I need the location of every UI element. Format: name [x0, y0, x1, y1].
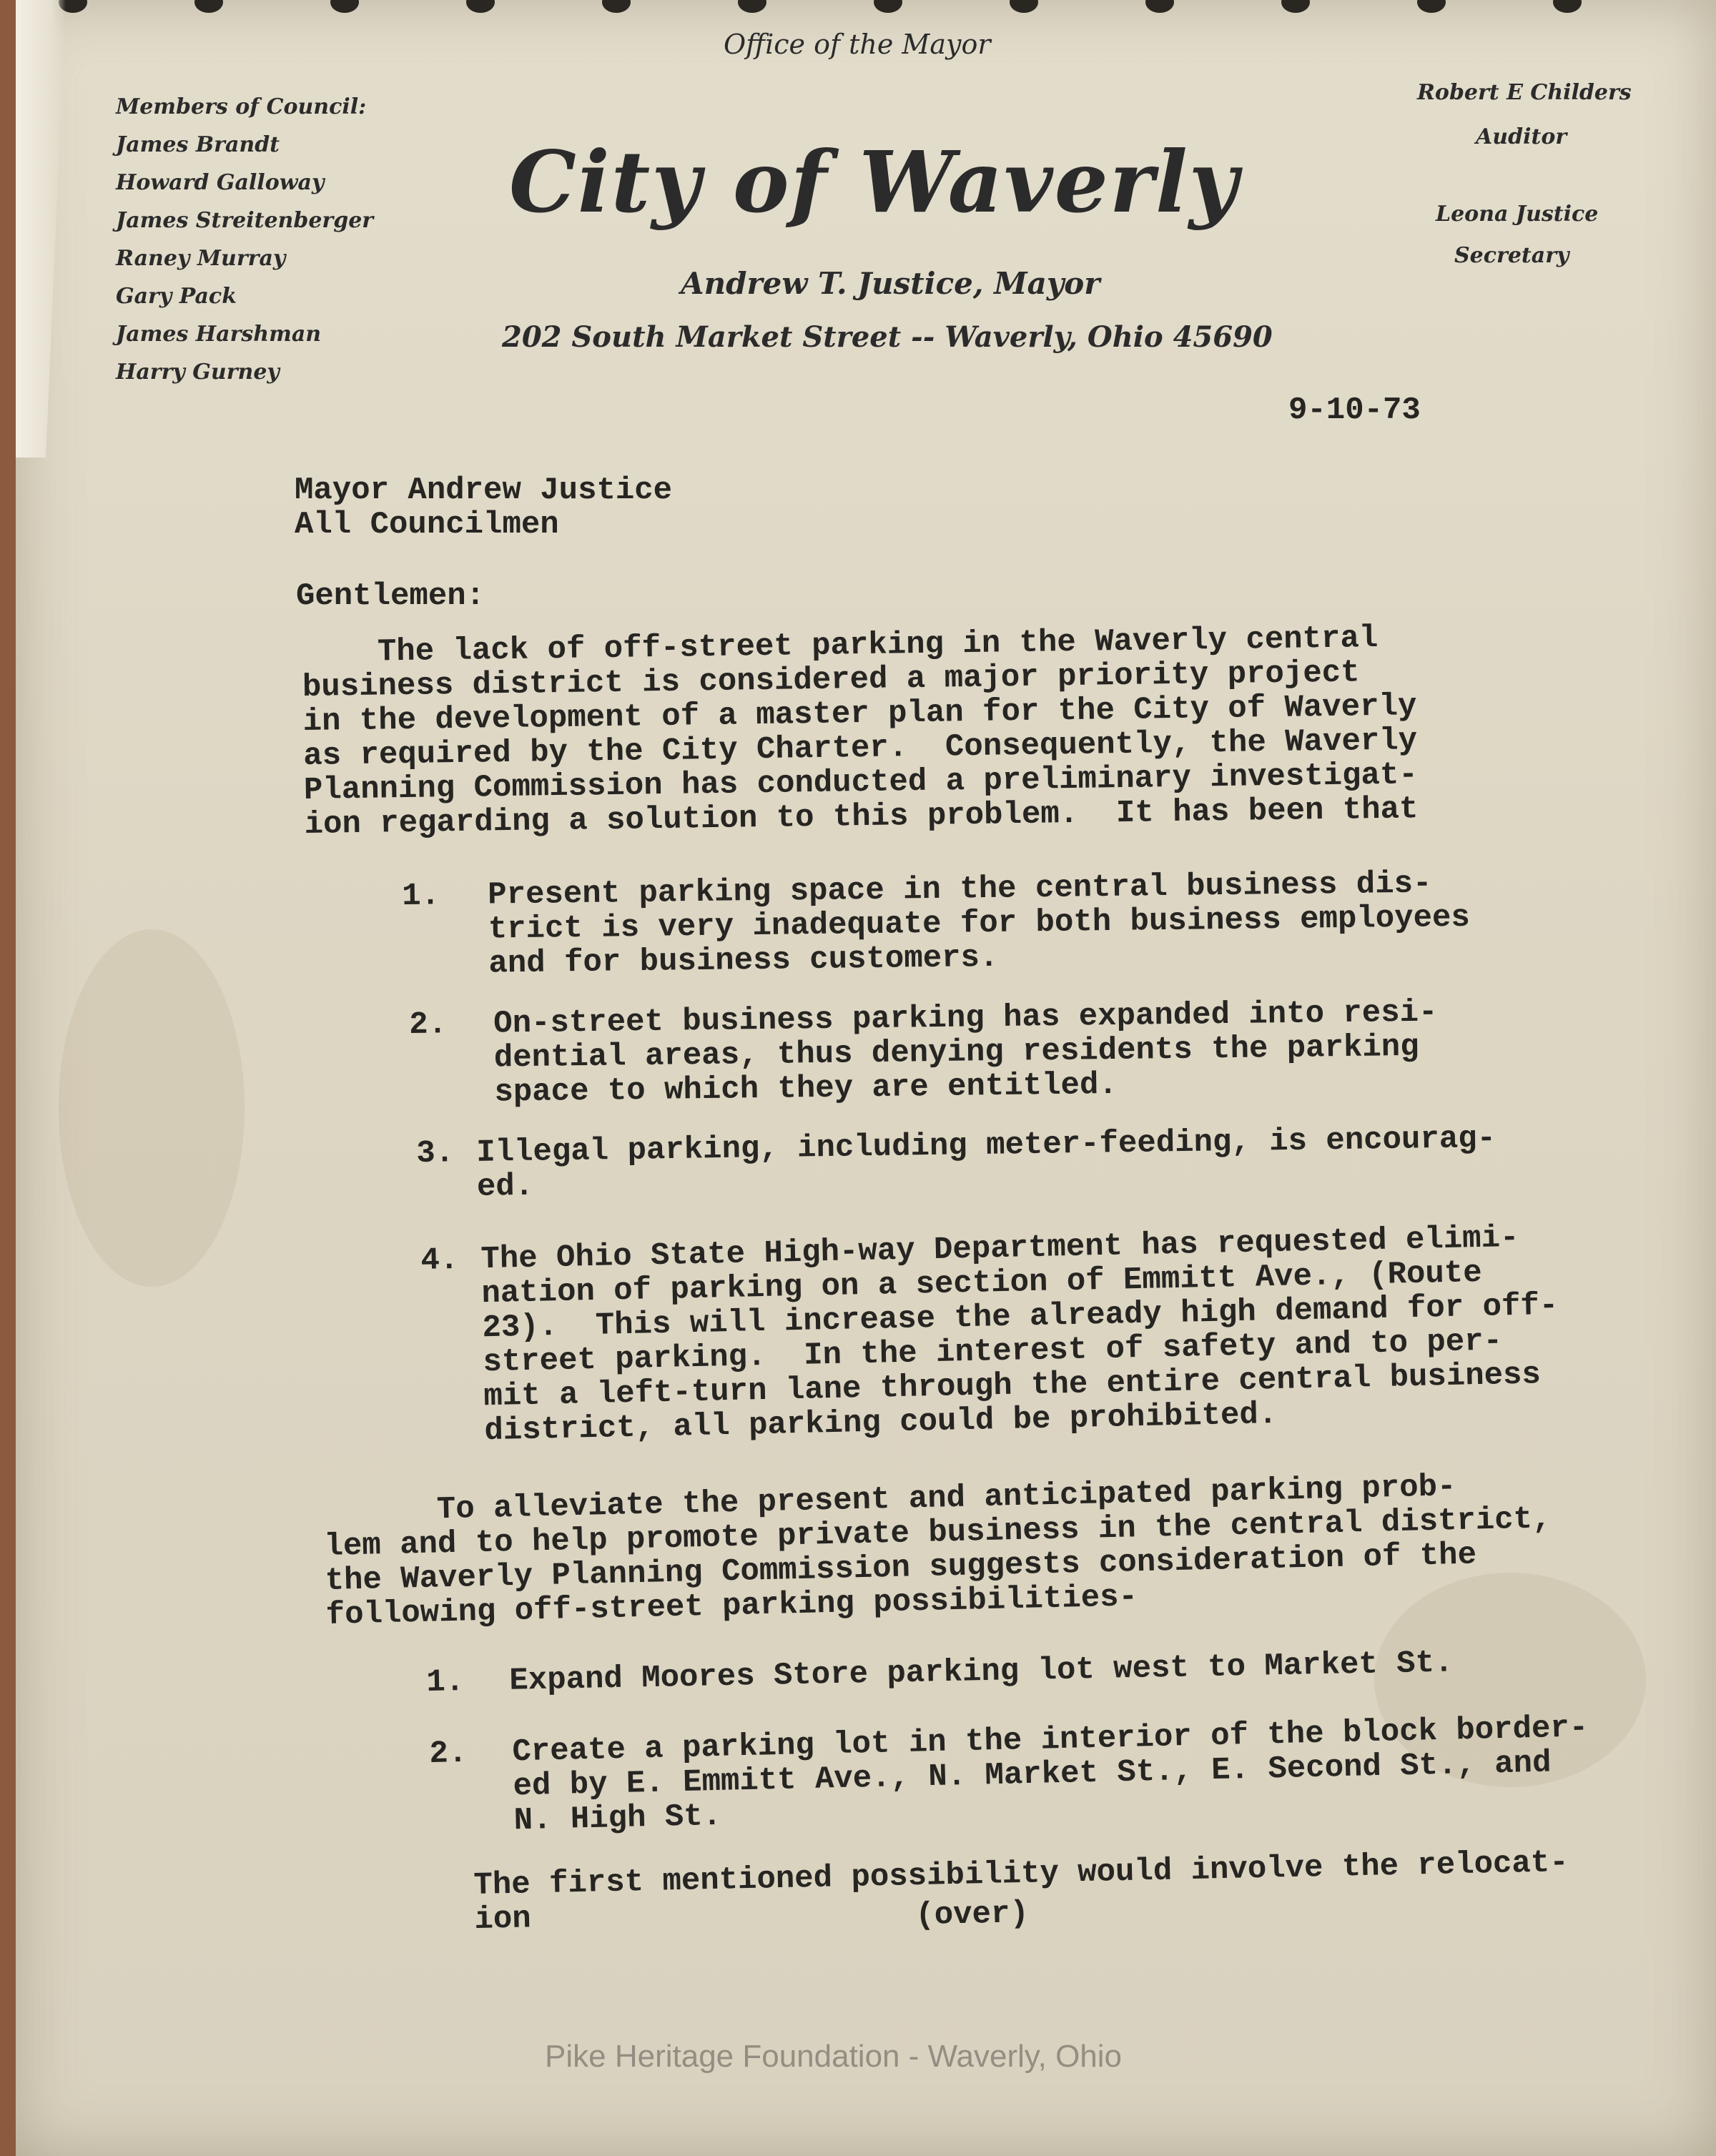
- office-heading: Office of the Mayor: [724, 29, 991, 60]
- council-member: James Streitenberger: [116, 208, 374, 233]
- finding-text: On-street business parking has expanded into resi- dential areas, thus denying residents the parking space to which they are entitled.: [493, 994, 1438, 1111]
- binding-hole: [1417, 0, 1446, 13]
- addressee-block: Mayor Andrew Justice All Councilmen: [295, 473, 673, 543]
- over-note: (over): [914, 1896, 1030, 1934]
- finding-number: 2.: [408, 1007, 448, 1043]
- possibility-text: Expand Moores Store parking lot west to Market St.: [508, 1645, 1454, 1699]
- paragraph-proposal: To alleviate the present and anticipated parking prob- lem and to help promote private business in the central district, the Waverly Planning Commission suggests consideration of the following off-street parking possibilities-: [322, 1469, 1552, 1633]
- finding-text: Present parking space in the central business dis- trict is very inadequate for both business employees and for business customers.: [487, 866, 1471, 982]
- possibility-number: 2.: [428, 1735, 468, 1772]
- finding-text: The Ohio State High-way Department has requested elimi- nation of parking on a section of Emmitt Ave., (Route 23). This will increase the already high demand for off- street parking. In the interest of safety and to per- mit a left-turn lane through the entire central business district, all parking could be prohibited.: [480, 1220, 1559, 1450]
- letter-date: 9-10-73: [1288, 392, 1421, 428]
- paper-stain: [59, 929, 245, 1287]
- salutation: Gentlemen:: [296, 578, 485, 614]
- binding-hole: [738, 0, 766, 13]
- secretary-name: Leona Justice: [1436, 202, 1599, 227]
- binding-hole: [330, 0, 359, 13]
- council-member: Raney Murray: [116, 246, 286, 271]
- finding-text: Illegal parking, including meter-feeding, is encourag- ed.: [475, 1120, 1496, 1205]
- council-member: Gary Pack: [116, 284, 237, 309]
- possibility-number: 1.: [425, 1663, 465, 1701]
- finding-number: 4.: [420, 1242, 459, 1279]
- council-member: Howard Galloway: [116, 170, 325, 195]
- mayor-line: Andrew T. Justice, Mayor: [681, 266, 1100, 301]
- council-heading: Members of Council:: [116, 94, 367, 119]
- city-name-title: City of Waverly: [509, 132, 1240, 232]
- binding-hole: [194, 0, 223, 13]
- council-list: [116, 94, 373, 397]
- page-fold: [16, 0, 66, 458]
- council-member: Harry Gurney: [116, 360, 280, 385]
- finding-number: 1.: [401, 878, 440, 914]
- auditor-name: Robert E Childers: [1417, 80, 1632, 105]
- binding-hole: [1281, 0, 1310, 13]
- letter-page: [16, 0, 1716, 2156]
- binding-hole: [466, 0, 495, 13]
- council-member: James Brandt: [116, 132, 280, 157]
- binding-hole: [874, 0, 902, 13]
- binding-hole: [602, 0, 631, 13]
- binding-hole: [1553, 0, 1582, 13]
- city-address: 202 South Market Street -- Waverly, Ohio 45690: [502, 320, 1273, 354]
- binding-hole: [1010, 0, 1038, 13]
- watermark-caption: Pike Heritage Foundation - Waverly, Ohio: [545, 2039, 1123, 2074]
- auditor-title: Auditor: [1476, 124, 1567, 149]
- paragraph-continuation: The first mentioned possibility would involve the relocat- ion: [473, 1844, 1569, 1938]
- finding-number: 3.: [415, 1135, 455, 1172]
- council-member: James Harshman: [116, 322, 322, 347]
- binding-hole: [1145, 0, 1174, 13]
- possibility-text: Create a parking lot in the interior of the block border- ed by E. Emmitt Ave., N. Market St., E. Second St., and N. High St.: [511, 1710, 1589, 1839]
- secretary-title: Secretary: [1454, 243, 1569, 268]
- paragraph-intro: The lack of off-street parking in the Waverly central business district is considered a major priority project in the development of a master plan for the City of Waverly as required by the City Charter. Consequently, the Waverly Planning Commission has conducted a preliminary investigat- ion regarding a solution to this problem. It has been that: [301, 620, 1419, 843]
- spiral-binding: [16, 0, 1716, 17]
